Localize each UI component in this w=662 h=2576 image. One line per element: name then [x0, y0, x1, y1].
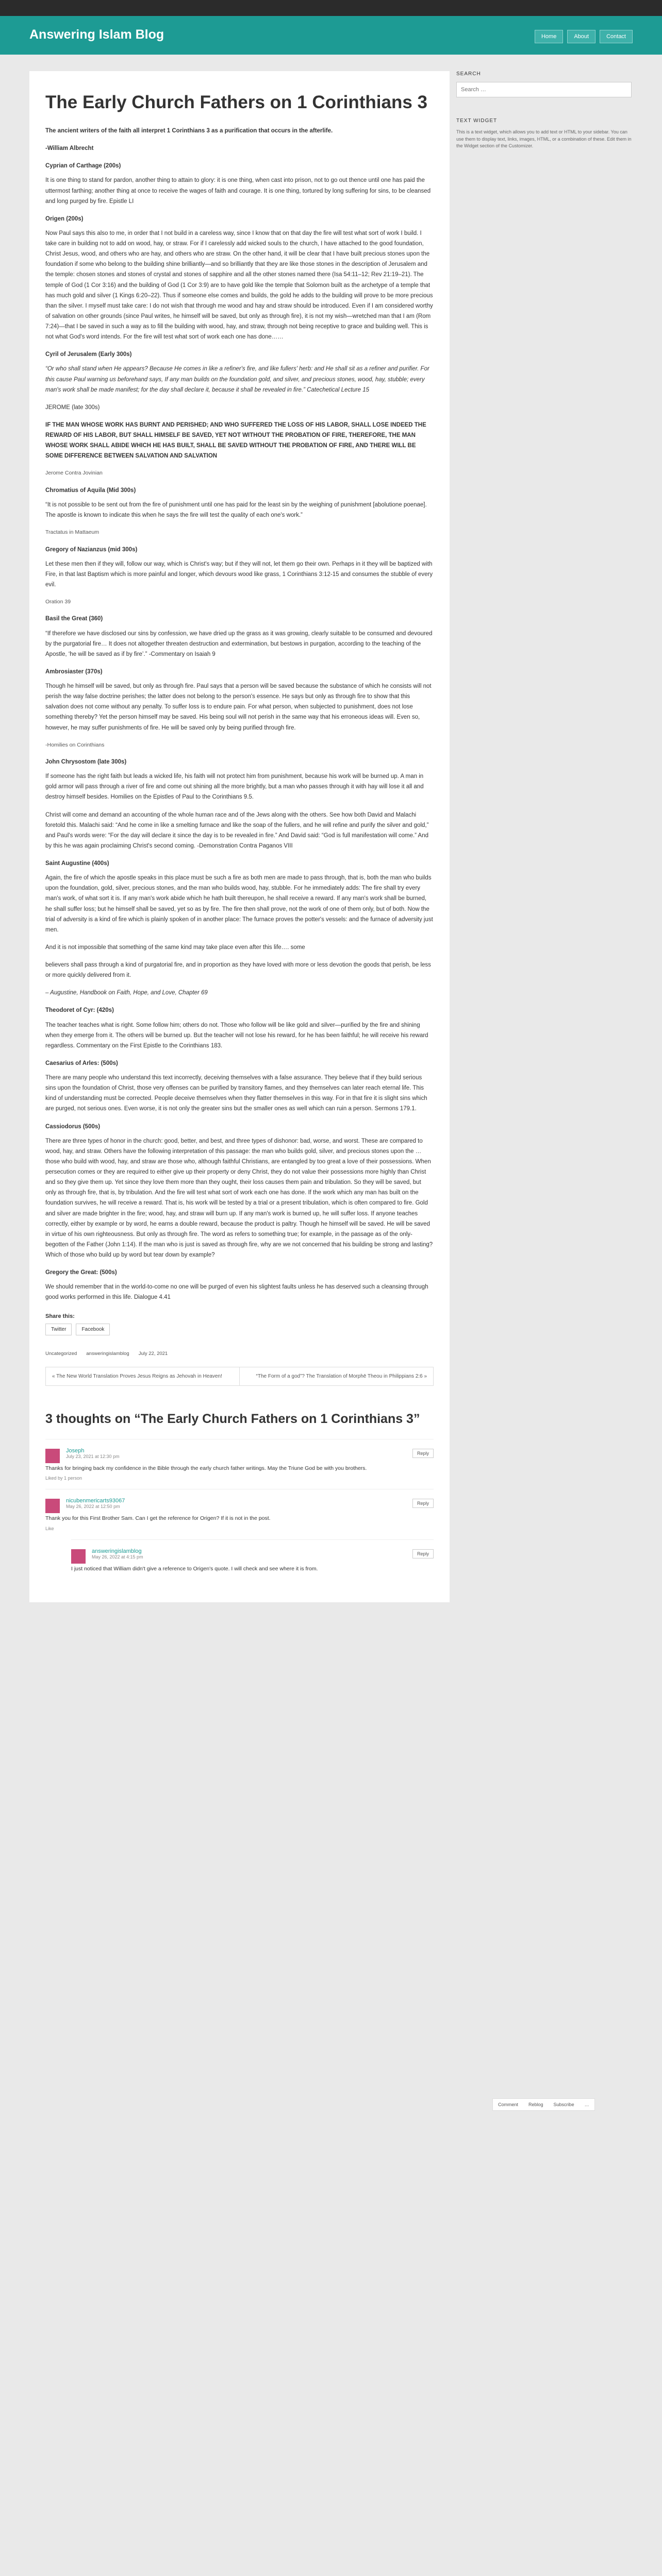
comment-action-button[interactable]: Comment [498, 2102, 519, 2107]
paragraph: Jerome Contra Jovinian [45, 470, 103, 477]
section-heading: Origen (200s) [45, 215, 84, 222]
paragraph: It is one thing to stand for pardon, another thing to attain to glory: it is one thing, when cast into prison, not to go out thence until one has paid the uttermost farthing; another thing at once to receive the wages of faith and courage. It is one thing, tortured by long suffering for sins, to be cleansed and long purged by fire. Epistle LI [45, 177, 431, 205]
reply-button[interactable]: Reply [412, 1499, 434, 1508]
more-action-button[interactable]: … [584, 2102, 589, 2107]
paragraph: The teacher teaches what is right. Some follow him; others do not. Those who follow will be like gold and silver—purified by the fire and shining when they emerge from it. The others will be burned up. But the teacher will not lose his reward, for he has been faithful; he will receive his reward regardless. Commentary on the First Epistle to the Corinthians 183. [45, 1022, 428, 1049]
post-category[interactable]: Uncategorized [45, 1350, 77, 1357]
section-heading: Basil the Great (360) [45, 616, 103, 622]
paragraph: And it is not impossible that something of the same kind may take place even after this life…. some [45, 944, 305, 951]
avatar [45, 1499, 60, 1513]
paragraph: Now Paul says this also to me, in order that I not build in a careless way, since I know that on that day the fire will test what sort of work I build. I take care in building not to add on wood, hay, or straw. For if I carelessly add wicked souls to the church, I have attached to the good foundation, Christ Jesus, wood, and others who are hay, and others who are straw. On the other hand, it will be clear that I have built precious stones upon the foundation if some who belong to the building shine brilliantly—and so brilliantly that they are like those stones in the description of Jerusalem and the temple: chosen stones and stones of crystal and stones of sapphire and all the other stones named there (Isa 54:11–12; Rev 21:19–21). The temple of God (1 Cor 3:16) and the building of God (1 Cor 3:9) are to have gold like the temple that Solomon built as the archetype of a temple that has much gold and silver (1 Kings 6:20–22). Thus if someone else comes and builds, the gold he adds to the building will prove to be more precious than the silver. I myself must take care: I do not wish that through me wood and hay and straw should be introduced. Even if I am considered worthy of salvation on other grounds (since Paul writes, he himself will be saved, but only as through fire), it is not my wish—wretched man that I am (Rom 7:24)—that I be saved in such a way as to fill the building with wood, hay, and straw, through not being receptive to grace and building well. This is not what God's word intends. For the fire will test what sort of work each one has done…… [45, 230, 433, 341]
action-bar [492, 2098, 595, 2111]
section-heading: John Chrysostom (late 300s) [45, 759, 127, 765]
paragraph: There are many people who understand this text incorrectly, deceiving themselves with a false assurance. They believe that if they build serious sins upon the foundation of Christ, those very offenses can be purified by transitory flames, and they themselves can later reach eternal life. This kind of understanding must be corrected. People deceive themselves when they flatter themselves in this way. For in that fire it is slight sins which are purged, not serious ones. Even worse, it is not only the greater sins but the smaller ones as well which can ruin a person. Sermons 179.1. [45, 1075, 427, 1112]
comments-title: 3 thoughts on “The Early Church Fathers on 1 Corinthians 3” [45, 1411, 420, 1426]
paragraph: There are three types of honor in the church: good, better, and best, and three types of dishonor: bad, worse, and worst. These are compared to wood, hay, and straw. Others have the following interpretation of this passage: the man who builds gold, silver, and precious stones upon the … those who build with wood, hay, and straw are those who, although faithful Christians, are entangled by too great a love of their possessions. When persecution comes or they are required to either give up their property or deny Christ, they do not value their possessions more highly than Christ and so they give them up. Yet since they love them more than they ought, their loss causes them pain and tribulation. So they will be saved, but only as through fire, that is, by tribulation. And the fire will test what sort of work each one has done. If the work which any man has built on the foundation survives, he will receive a reward. That is, his work will be tested by a trial or a present tribulation, which is often compared to fire. Gold and silver are made brighter in the fire; wood, hay, and straw will burn up. If any man's work is burned up, he will suffer loss. If anyone teaches correctly, either by example or by word, he earns a double reward, because the product is paltry. Though he himself will be saved. He will be saved in virtue of his own righteousness. But only as through fire. The word as refers to something true; for example, in the passage as of the only-begotten of the Father (John 1:14). If the man who is just is saved as through fire, why are we not concerned that his building be strong and lasting? Which of those who build up by word but tear down by example? [45, 1138, 433, 1258]
paragraph: The ancient writers of the faith all interpret 1 Corinthians 3 as a purification that occurs in the afterlife. [45, 128, 333, 134]
comment-body: I just noticed that William didn't give a reference to Origen's quote. I will check and see where it is from. [71, 1566, 318, 1572]
main-nav [535, 30, 633, 43]
avatar [71, 1549, 86, 1564]
comment-list [45, 1439, 434, 1582]
section-heading: Gregory of Nazianzus (mid 300s) [45, 546, 138, 553]
next-post-link[interactable]: “The Form of a god”? The Translation of Morphē Theou in Philippians 2:6 » [239, 1367, 433, 1385]
comment-date[interactable]: May 26, 2022 at 12:50 pm [66, 1504, 120, 1510]
section-heading: Saint Augustine (400s) [45, 860, 109, 867]
comment-author[interactable]: Joseph [66, 1447, 85, 1454]
reply-button[interactable]: Reply [412, 1549, 434, 1558]
paragraph: – Augustine, Handbook on Faith, Hope, and Love, Chapter 69 [45, 990, 208, 996]
paragraph: Tractatus in Mattaeum [45, 529, 100, 536]
paragraph: Christ will come and demand an accounting of the whole human race and of the Jews along with the others. See how both David and Malachi foretold this. Malachi said: “And he come in like a smelting furnace and like the soap of the fullers, and he will refine and purify the silver and gold,” and Paul's words were: “For the day will declare it since the day is to be revealed in fire.” And David said: “God is full manifestation will come.” And by this he was again proclaiming Christ's second coming. -Demonstration Contra Paganos VIII [45, 811, 429, 849]
comment-author[interactable]: nicubenmericarts93067 [66, 1498, 125, 1504]
paragraph: “If therefore we have disclosed our sins by confession, we have dried up the grass as it was growing, clearly suitable to be consumed and devoured by the purgatorial fire… It does not altogether threaten destruction and extermination, but bestows in purgation, according to the teaching of the Apostle, ‘he will be saved as if by fire’.” -Commentary on Isaiah 9 [45, 630, 433, 657]
admin-bar [0, 0, 662, 16]
post-navigation [45, 1367, 434, 1386]
paragraph: IF THE MAN WHOSE WORK HAS BURNT AND PERISHED; AND WHO SUFFERED THE LOSS OF HIS LABOR, SHALL LOSE INDEED THE REWARD OF HIS LABOR, BUT SHALL HIMSELF BE SAVED, YET NOT WITHOUT THE PROBATION OF FIRE, THEREFORE, THE MAN WHOSE WORK SHALL ABIDE WHICH HE HAS BUILT, SHALL BE SAVED WITHOUT THE PROBATION OF FIRE, AND THERE WILL BE SOME DIFFERENCE BETWEEN SALVATION AND SALVATION [45, 421, 426, 460]
paragraph: Oration 39 [45, 599, 71, 605]
paragraph: JEROME (late 300s) [45, 404, 100, 411]
search-input[interactable] [456, 82, 632, 97]
share-buttons [45, 1324, 434, 1335]
paragraph: Let these men then if they will, follow our way, which is Christ's way; but if they will not, let them go their own. Perhaps in it they will be baptized with Fire, in that last Baptism which is more painful and longer, which devours wood like grass, 1 Corinthians 3:12-15 and consumes the stubble of every evil. [45, 561, 433, 588]
section-heading: Cyprian of Carthage (200s) [45, 163, 121, 170]
paragraph: We should remember that in the world-to-come no one will be purged of even his slightest faults unless he has deserved such a cleansing through good works performed in this life. Dialogue 4.41 [45, 1284, 428, 1301]
section-heading: Chromatius of Aquila (Mid 300s) [45, 487, 136, 494]
section-heading: Cassiodorus (500s) [45, 1123, 101, 1130]
share-twitter-button[interactable]: Twitter [45, 1324, 72, 1335]
previous-post-link[interactable]: « The New World Translation Proves Jesus Reigns as Jehovah in Heaven! [52, 1373, 222, 1379]
paragraph: “It is not possible to be sent out from the fire of punishment until one has paid for the least sin by the weighing of punishment [abolutione poenae]. The apostle is known to indicate this when he says the fire will test the quality of each one's work.” [45, 501, 427, 518]
text-widget-body: This is a text widget, which allows you to add text or HTML to your sidebar. You can use them to display text, links, images, HTML, or a combination of these. Edit them in the Widget section of the Customizer. [456, 129, 632, 148]
sidebar [456, 71, 632, 171]
nav-about[interactable]: About [567, 30, 595, 43]
comment [45, 1489, 434, 1539]
paragraph: -Homilies on Corinthians [45, 741, 105, 748]
search-widget-title: SEARCH [456, 71, 481, 77]
share-label: Share this: [45, 1313, 75, 1319]
comment [71, 1539, 434, 1582]
reblog-action-button[interactable]: Reblog [528, 2102, 543, 2107]
paragraph: If someone has the right faith but leads a wicked life, his faith will not protect him from punishment, because his work will be burned up. A man in gold armor will pass through a river of fire and come out shining all the more brightly, but a man who passes through it with hay will lose it all and destroy himself besides. Homilies on the Epistles of Paul to the Corinthians 9.5. [45, 773, 424, 801]
comment-date[interactable]: May 26, 2022 at 4:15 pm [92, 1554, 143, 1560]
avatar [45, 1449, 60, 1463]
search-widget [456, 71, 632, 97]
paragraph: “Or who shall stand when He appears? Because He comes in like a refiner's fire, and like fullers' herb: and He shall sit as a refiner and purifier. For this cause Paul warning us beforehand says, If any man builds on the foundation gold, and silver, and precious stones, wood, hay, stubble; every man's work shall be made manifest; for the day shall declare it, because it shall be revealed in fire.” Catechetical Lecture 15 [45, 366, 429, 393]
post-body [45, 126, 434, 1303]
subscribe-action-button[interactable]: Subscribe [553, 2102, 574, 2107]
text-widget [456, 118, 632, 150]
paragraph: Though he himself will be saved, but only as through fire. Paul says that a person will be saved because the substance of which he consists will not perish the way false doctrine perishes; the latter does not belong to the person's essence. He says but only as through fire to show that this salvation does not come without any penalty. To suffer loss is to endure pain. For what person, when subjected to punishment, does not lose something thereby? Yet the person himself may be saved. His being soul will not perish in the same way that his erroneous ideas will. Even so, however, he may suffer punishments of fire. He will be saved only by being purified through fire. [45, 683, 432, 731]
comment [45, 1439, 434, 1489]
comment-body: Thanks for bringing back my confidence in the Bible through the early church father writings. May the Triune God be with you brothers. [45, 1465, 367, 1471]
reply-button[interactable]: Reply [412, 1449, 434, 1458]
text-widget-title: TEXT WIDGET [456, 118, 498, 124]
comment-author[interactable]: answeringislamblog [92, 1548, 142, 1555]
post-date[interactable]: July 22, 2021 [138, 1350, 168, 1357]
nav-home[interactable]: Home [535, 30, 563, 43]
main-content [29, 71, 450, 1602]
post-title: The Early Church Fathers on 1 Corinthians 3 [45, 92, 427, 112]
section-heading: Caesarius of Arles: (500s) [45, 1060, 118, 1066]
like-button[interactable]: Like [45, 1526, 54, 1532]
share-facebook-button[interactable]: Facebook [76, 1324, 110, 1335]
paragraph: -William Albrecht [45, 145, 94, 152]
paragraph: believers shall pass through a kind of purgatorial fire, and in proportion as they have loved with more or less devotion the goods that perish, be less or more quickly delivered from it. [45, 962, 431, 979]
section-heading: Theodoret of Cyr: (420s) [45, 1007, 114, 1014]
comment-body: Thank you for this First Brother Sam. Can I get the reference for Origen? If it is not in the post. [45, 1515, 271, 1522]
site-title[interactable]: Answering Islam Blog [29, 27, 164, 42]
post-author[interactable]: answeringislamblog [86, 1350, 129, 1357]
section-heading: Gregory the Great: (500s) [45, 1269, 117, 1276]
paragraph: Again, the fire of which the apostle speaks in this place must be such a fire as both men are made to pass through, that is, both the man who builds upon the foundation, gold, silver, precious stones, and the man who builds wood, hay, stubble. For he immediately adds: The fire shall try every man's work, of what sort it is. If any man's work abide which he hath built thereupon, he shall receive a reward. If any man's work shall be burned, he shall suffer loss; but he himself shall be saved, yet so as by fire. The fire then shall prove, not the work of one of them only, but of both. Now the trial of adversity is a kind of fire which is plainly spoken of in another place: The furnace proves the potter's vessels: and the furnace of adversity just men. [45, 875, 433, 933]
section-heading: Ambrosiaster (370s) [45, 668, 103, 675]
section-heading: Cyril of Jerusalem (Early 300s) [45, 351, 132, 358]
nav-contact[interactable]: Contact [600, 30, 633, 43]
like-button[interactable]: Liked by 1 person [45, 1476, 82, 1481]
post-meta [45, 1351, 434, 1357]
comment-date[interactable]: July 23, 2021 at 12:30 pm [66, 1453, 120, 1459]
site-header [0, 16, 662, 55]
